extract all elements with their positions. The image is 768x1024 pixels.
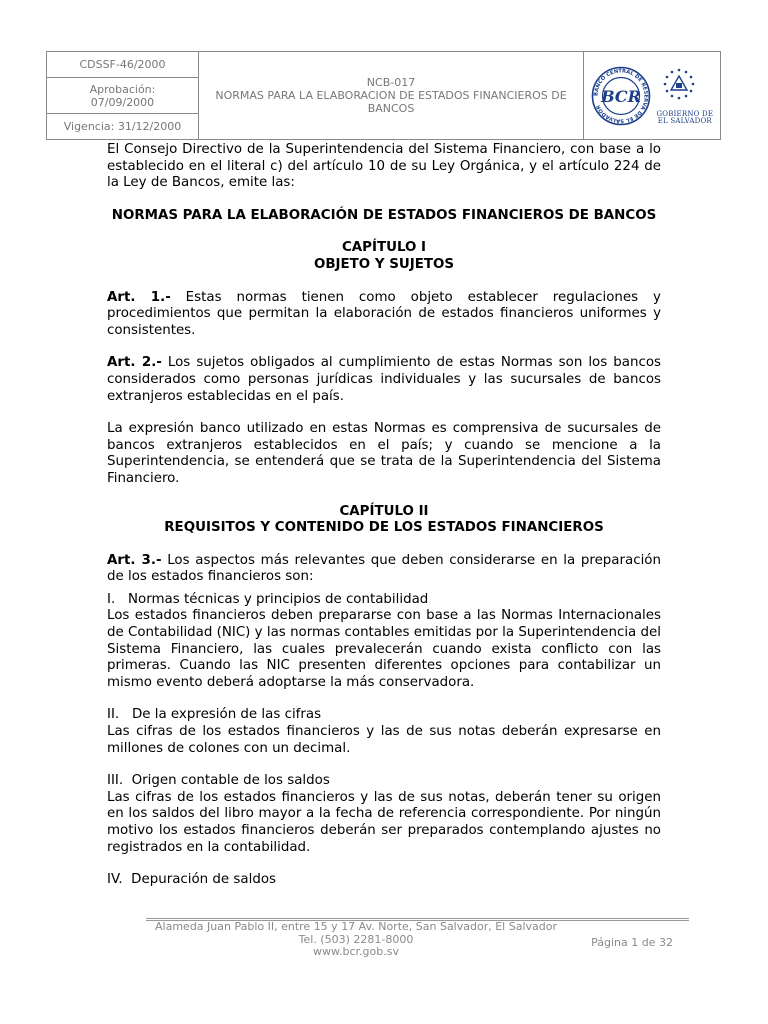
footer-phone: Tel. (503) 2281-8000 (298, 932, 414, 946)
intro-paragraph: El Consejo Directivo de la Superintendencia del Sistema Financiero, con base a lo establecido en el literal c) del artículo 10 de su Ley Orgánica, y el artículo 224 de la Ley de Bancos, emite las: (107, 142, 661, 191)
item-2-title: De la expresión de las cifras (131, 707, 322, 723)
document-header (46, 51, 721, 140)
item-3-title: Origen contable de los saldos (131, 773, 330, 789)
item-2-heading (107, 707, 661, 724)
item-1-heading (107, 592, 661, 609)
article-1-label: Art. 1.- (107, 289, 171, 305)
bcr-monogram: BCR (600, 86, 641, 106)
gobierno-text-line2: EL SALVADOR (657, 116, 712, 125)
approval-label: Aprobación: (89, 82, 156, 96)
article-2-paragraph-2: La expresión banco utilizado en estas Normas es comprensiva de sucursales de bancos extranjeros establecidos en el país; y cuando se mencione a la Superintendencia, se entenderá que se trata de la Superintendencia del Sistema Financiero. (107, 421, 661, 486)
item-1-text: Los estados financieros deben prepararse con base a las Normas Internacionales de Contabilidad (NIC) y las normas contables emitidas por la Superintendencia del Sistema Financiero, las cuales prevalecerán cuando exista conflicto con las primeras. Cuando las NIC presenten diferentes opciones para contabilizar un mismo evento deberá adoptarse la más conservadora. (107, 608, 661, 690)
item-3-heading (107, 773, 661, 790)
item-3-number: III. (107, 773, 124, 789)
article-1 (107, 290, 661, 340)
article-1-text: Estas normas tienen como objeto establecer regulaciones y procedimientos que permitan la elaboración de estados financieros uniformes y consistentes. (107, 289, 661, 338)
article-2-text: Los sujetos obligados al cumplimiento de estas Normas son los bancos considerados como personas jurídicas individuales y las sucursales de bancos extranjeros establecidas en el país. (107, 355, 661, 404)
page-footer (146, 918, 689, 959)
bcr-seal-text: BANCO CENTRAL DE RESERVA DE EL SALVADOR (593, 67, 649, 124)
footer-address: Alameda Juan Pablo II, entre 15 y 17 Av. Norte, San Salvador, El Salvador (155, 920, 557, 933)
document-body (107, 142, 661, 889)
validity-date: Vigencia: 31/12/2000 (63, 119, 182, 133)
coat-of-arms-icon (657, 67, 701, 105)
item-4-number: IV. (107, 872, 123, 888)
bcr-seal-logo (591, 66, 651, 126)
chapter-1-title: OBJETO Y SUJETOS (313, 256, 455, 272)
approval-info (47, 78, 198, 113)
header-logos (583, 52, 720, 139)
chapter-1-label: CAPÍTULO I (341, 240, 427, 256)
approval-date: 07/09/2000 (90, 95, 155, 109)
item-1-title: Normas técnicas y principios de contabilidad (128, 591, 429, 607)
article-2 (107, 355, 661, 405)
gobierno-text-line1: GOBIERNO DE (656, 109, 714, 118)
chapter-2-label: CAPÍTULO II (339, 503, 429, 519)
article-3-text: Los aspectos más relevantes que deben considerarse en la preparación de los estados financieros son: (107, 552, 661, 585)
item-4-heading (107, 872, 661, 889)
norm-title: NORMAS PARA LA ELABORACION DE ESTADOS FINANCIEROS DE BANCOS (215, 89, 567, 115)
document-code: CDSSF-46/2000 (47, 52, 198, 78)
gobierno-logo (657, 67, 714, 125)
document-title: NORMAS PARA LA ELABORACIÓN DE ESTADOS FINANCIEROS DE BANCOS (111, 207, 657, 223)
item-2-text: Las cifras de los estados financieros y las de sus notas deberán expresarse en millones de colones con un decimal. (107, 724, 661, 756)
item-3-text: Las cifras de los estados financieros y las de sus notas, deberán tener su origen en los saldos del libro mayor a la fecha de referencia correspondiente. Por ningún motivo los estados financieros deberán ser preparados contemplando ajustes no registrados en la contabilidad. (107, 789, 661, 855)
item-4-title: Depuración de saldos (131, 872, 276, 888)
item-2-number: II. (107, 707, 120, 723)
article-3 (107, 553, 661, 586)
header-metadata (47, 52, 199, 139)
page-number: Página 1 de 32 (591, 936, 673, 949)
article-2-label: Art. 2.- (107, 355, 162, 371)
chapter-2-title: REQUISITOS Y CONTENIDO DE LOS ESTADOS FINANCIEROS (164, 520, 604, 536)
header-title-block (199, 52, 583, 139)
norm-code: NCB-017 (366, 76, 416, 89)
article-3-label: Art. 3.- (107, 552, 162, 568)
item-1-number: I. (107, 591, 116, 607)
footer-website: www.bcr.gob.sv (313, 945, 399, 958)
